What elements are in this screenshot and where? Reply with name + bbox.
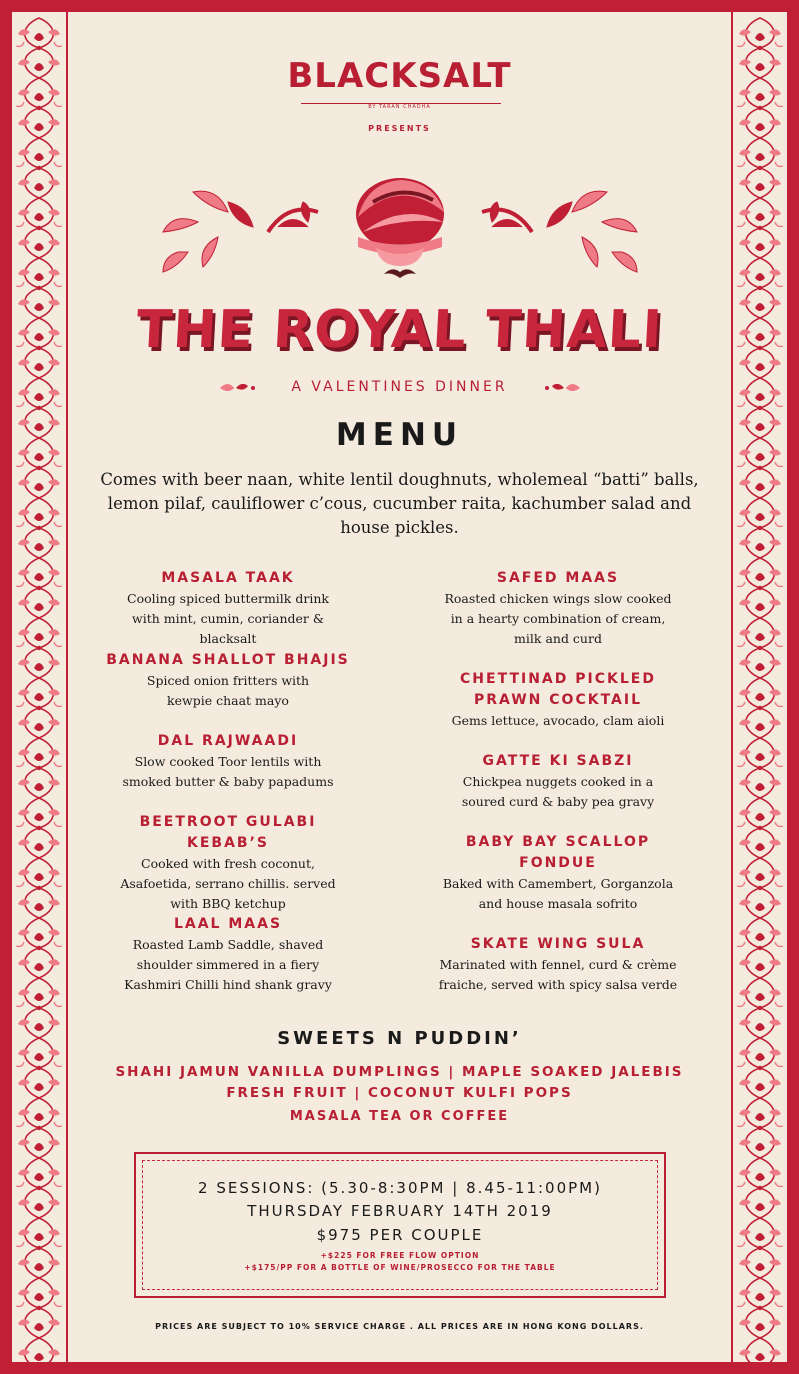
dish-description: Marinated with fennel, curd & crème fraiche, served with spicy salsa verde: [438, 957, 678, 992]
left-floral-border: [12, 12, 66, 1362]
floral-motif-icon: [16, 138, 62, 198]
floral-motif-icon: [737, 678, 783, 738]
dish-item: [78, 650, 378, 711]
floral-motif-icon: [737, 858, 783, 918]
price-text: $975 PER COUPLE: [316, 1226, 484, 1244]
dish-item: [408, 934, 708, 995]
floral-motif-icon: [16, 1158, 62, 1218]
dish-description: Gems lettuce, avocado, clam aioli: [451, 713, 665, 728]
dish-name: GATTE KI SABZI: [482, 753, 634, 769]
footer-note: PRICES ARE SUBJECT TO 10% SERVICE CHARGE . ALL PRICES ARE IN HONG KONG DOLLARS.: [155, 1322, 644, 1331]
floral-motif-icon: [16, 1038, 62, 1098]
dish-item: [408, 568, 708, 649]
floral-motif-icon: [16, 378, 62, 438]
presents-label: PRESENTS: [368, 124, 431, 133]
floral-motif-icon: [737, 978, 783, 1038]
dish-name: SAFED MAAS: [496, 570, 620, 586]
subtitle-right-ornament-icon: [542, 381, 582, 395]
menu-content: [68, 12, 731, 1362]
menu-intro: Comes with beer naan, white lentil doughnuts, wholemeal “batti” balls, lemon pilaf, cauliflower c’cous, cucumber raita, kachumber salad and house pickles.: [100, 470, 699, 537]
dish-description: Cooling spiced buttermilk drink with mint, cumin, coriander & blacksalt: [127, 591, 329, 646]
floral-motif-icon: [737, 318, 783, 378]
sweets-line: FRESH FRUIT | COCONUT KULFI POPS: [226, 1085, 573, 1101]
floral-motif-icon: [16, 618, 62, 678]
floral-motif-icon: [16, 1098, 62, 1158]
floral-motif-icon: [737, 1278, 783, 1338]
floral-motif-icon: [737, 18, 783, 78]
floral-motif-icon: [16, 318, 62, 378]
floral-motif-icon: [16, 978, 62, 1038]
floral-motif-icon: [16, 858, 62, 918]
turban-hero-illustration: [158, 172, 642, 287]
tea-coffee-line: MASALA TEA OR COFFEE: [289, 1109, 510, 1124]
left-flourish-icon: [163, 191, 318, 272]
dish-description: Baked with Camembert, Gorganzola and house masala sofrito: [442, 876, 674, 911]
floral-motif-icon: [737, 78, 783, 138]
floral-motif-icon: [737, 798, 783, 858]
floral-motif-icon: [16, 1338, 62, 1362]
dish-name: BANANA SHALLOT BHAJIS: [106, 652, 350, 668]
sweets-heading: SWEETS N PUDDIN’: [277, 1028, 522, 1049]
floral-motif-icon: [737, 918, 783, 978]
floral-motif-icon: [16, 1278, 62, 1338]
dish-description: Slow cooked Toor lentils with smoked butter & baby papadums: [122, 754, 334, 789]
floral-motif-icon: [737, 1338, 783, 1362]
floral-motif-icon: [16, 918, 62, 978]
dish-item: [78, 731, 378, 792]
dish-item: [78, 812, 378, 914]
addon-wine: +$175/PP FOR A BOTTLE OF WINE/PROSECCO FOR THE TABLE: [244, 1263, 556, 1272]
event-title: THE ROYAL THALI: [134, 300, 665, 360]
floral-motif-icon: [737, 1098, 783, 1158]
brand-byline: BY TARAN CHADHA: [368, 104, 431, 110]
dish-name: BABY BAY SCALLOP FONDUE: [465, 834, 651, 871]
dish-item: [408, 751, 708, 812]
dish-description: Chickpea nuggets cooked in a soured curd & baby pea gravy: [461, 774, 655, 809]
dish-description: Roasted Lamb Saddle, shaved shoulder simmered in a fiery Kashmiri Chilli hind shank gravy: [124, 937, 332, 992]
floral-motif-icon: [16, 678, 62, 738]
floral-motif-icon: [16, 1218, 62, 1278]
brand-logo: BLACKSALT: [287, 56, 512, 96]
floral-motif-icon: [737, 378, 783, 438]
sweets-list: [68, 1062, 731, 1104]
sessions-text: 2 SESSIONS: (5.30-8:30PM | 8.45-11:00PM): [198, 1179, 602, 1197]
floral-motif-icon: [737, 1038, 783, 1098]
floral-motif-icon: [737, 438, 783, 498]
dish-item: [408, 669, 708, 731]
floral-motif-icon: [16, 558, 62, 618]
floral-motif-icon: [737, 558, 783, 618]
dish-item: [78, 914, 378, 995]
event-subtitle: A VALENTINES DINNER: [291, 379, 508, 395]
floral-motif-icon: [16, 18, 62, 78]
floral-motif-icon: [16, 198, 62, 258]
dish-name: SKATE WING SULA: [470, 936, 646, 952]
floral-motif-icon: [16, 738, 62, 798]
floral-motif-icon: [737, 1218, 783, 1278]
floral-motif-icon: [737, 258, 783, 318]
floral-motif-icon: [16, 438, 62, 498]
floral-motif-icon: [16, 498, 62, 558]
dish-description: Roasted chicken wings slow cooked in a hearty combination of cream, milk and curd: [444, 591, 672, 646]
right-flourish-icon: [482, 191, 637, 272]
right-floral-border: [733, 12, 787, 1362]
dish-name: CHETTINAD PICKLED PRAWN COCKTAIL: [460, 671, 656, 708]
floral-motif-icon: [737, 1158, 783, 1218]
dish-description: Cooked with fresh coconut, Asafoetida, serrano chillis. served with BBQ ketchup: [120, 856, 336, 911]
floral-motif-icon: [737, 738, 783, 798]
menu-heading: MENU: [335, 417, 464, 453]
border-divider-right: [731, 12, 733, 1362]
dish-name: LAAL MAAS: [173, 916, 283, 932]
date-text: THURSDAY FEBRUARY 14TH 2019: [247, 1202, 553, 1220]
turban-icon: [356, 178, 444, 278]
floral-motif-icon: [737, 618, 783, 678]
floral-motif-icon: [737, 138, 783, 198]
dish-name: DAL RAJWAADI: [157, 733, 299, 749]
floral-motif-icon: [16, 258, 62, 318]
booking-box: [134, 1152, 666, 1298]
dish-name: MASALA TAAK: [161, 570, 295, 586]
dish-item: [408, 832, 708, 914]
dish-name: BEETROOT GULABI KEBAB’S: [139, 814, 317, 851]
floral-motif-icon: [16, 798, 62, 858]
addon-free-flow: +$225 FOR FREE FLOW OPTION: [320, 1251, 480, 1260]
floral-motif-icon: [737, 498, 783, 558]
dish-item: [78, 568, 378, 649]
sweets-line: SHAHI JAMUN VANILLA DUMPLINGS | MAPLE SOAKED JALEBIS: [115, 1064, 684, 1080]
dish-description: Spiced onion fritters with kewpie chaat mayo: [146, 673, 310, 708]
floral-motif-icon: [737, 198, 783, 258]
floral-motif-icon: [16, 78, 62, 138]
